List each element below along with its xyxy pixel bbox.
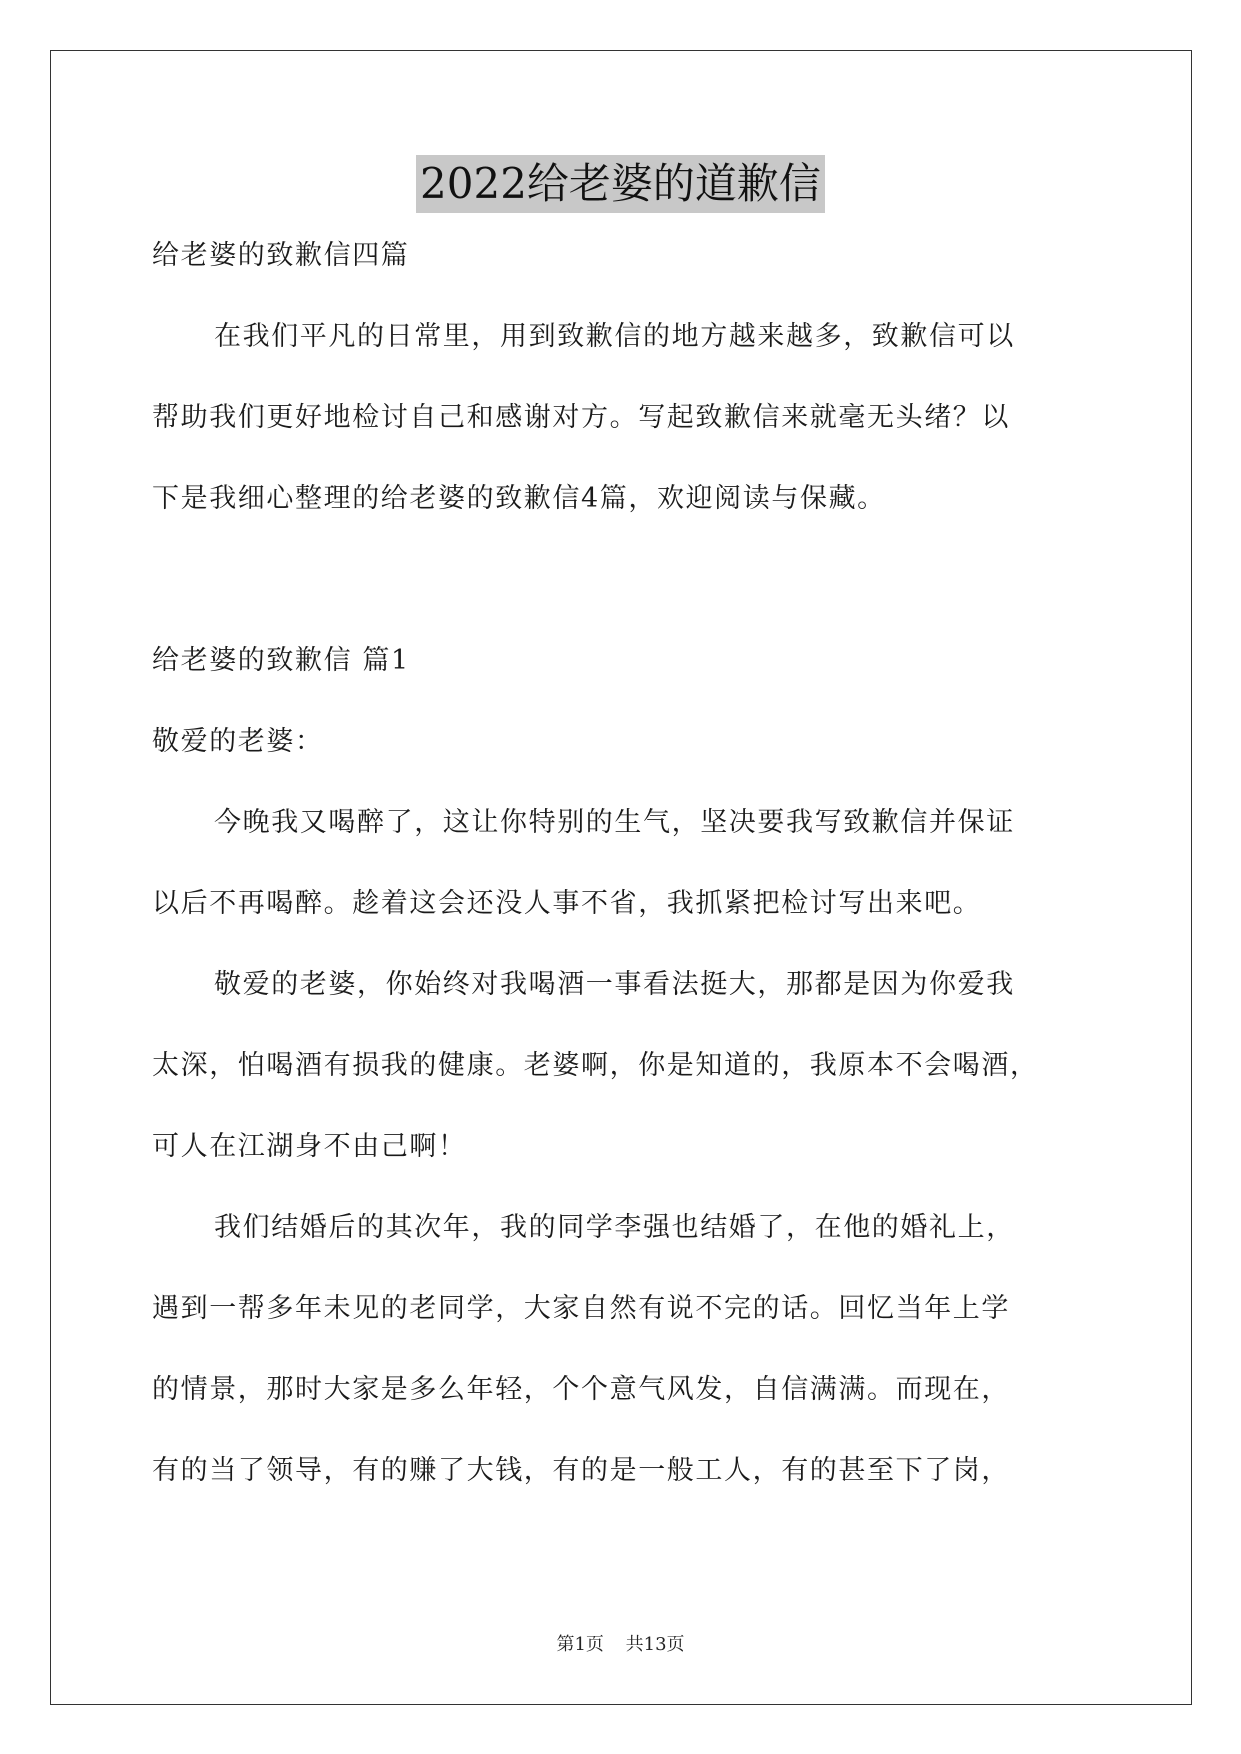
intro-line-3: 下是我细心整理的给老婆的致歉信4篇，欢迎阅读与保藏。 xyxy=(152,483,886,514)
title-container xyxy=(0,155,1241,213)
page-footer xyxy=(0,1630,1241,1656)
paragraph3-line-4: 有的当了领导，有的赚了大钱，有的是一般工人，有的甚至下了岗， xyxy=(152,1455,1010,1486)
paragraph1-line-1: 今晚我又喝醉了，这让你特别的生气，坚决要我写致歉信并保证 xyxy=(214,807,1015,838)
document-title: 2022给老婆的道歉信 xyxy=(416,155,825,213)
document-body xyxy=(152,215,1112,1511)
paragraph3-line-2: 遇到一帮多年未见的老同学，大家自然有说不完的话。回忆当年上学 xyxy=(152,1293,1010,1324)
paragraph3-line-1: 我们结婚后的其次年，我的同学李强也结婚了，在他的婚礼上， xyxy=(214,1212,1015,1243)
salutation: 敬爱的老婆： xyxy=(152,726,324,757)
paragraph1-line-2: 以后不再喝醉。趁着这会还没人事不省，我抓紧把检讨写出来吧。 xyxy=(152,888,982,919)
intro-line-1: 在我们平凡的日常里，用到致歉信的地方越来越多，致歉信可以 xyxy=(214,321,1015,352)
section-heading: 给老婆的致歉信 篇1 xyxy=(152,645,410,676)
page-number-total: 共13页 xyxy=(625,1634,685,1655)
paragraph2-line-1: 敬爱的老婆，你始终对我喝酒一事看法挺大，那都是因为你爱我 xyxy=(214,969,1015,1000)
intro-line-2: 帮助我们更好地检讨自己和感谢对方。写起致歉信来就毫无头绪？以 xyxy=(152,402,1010,433)
paragraph2-line-3: 可人在江湖身不由己啊！ xyxy=(152,1131,467,1162)
blank-line xyxy=(152,539,1112,620)
paragraph3-line-3: 的情景，那时大家是多么年轻，个个意气风发，自信满满。而现在， xyxy=(152,1374,1010,1405)
subtitle: 给老婆的致歉信四篇 xyxy=(152,240,410,271)
page-number-current: 第1页 xyxy=(556,1634,604,1655)
paragraph2-line-2: 太深，怕喝酒有损我的健康。老婆啊，你是知道的，我原本不会喝酒， xyxy=(152,1050,1039,1081)
